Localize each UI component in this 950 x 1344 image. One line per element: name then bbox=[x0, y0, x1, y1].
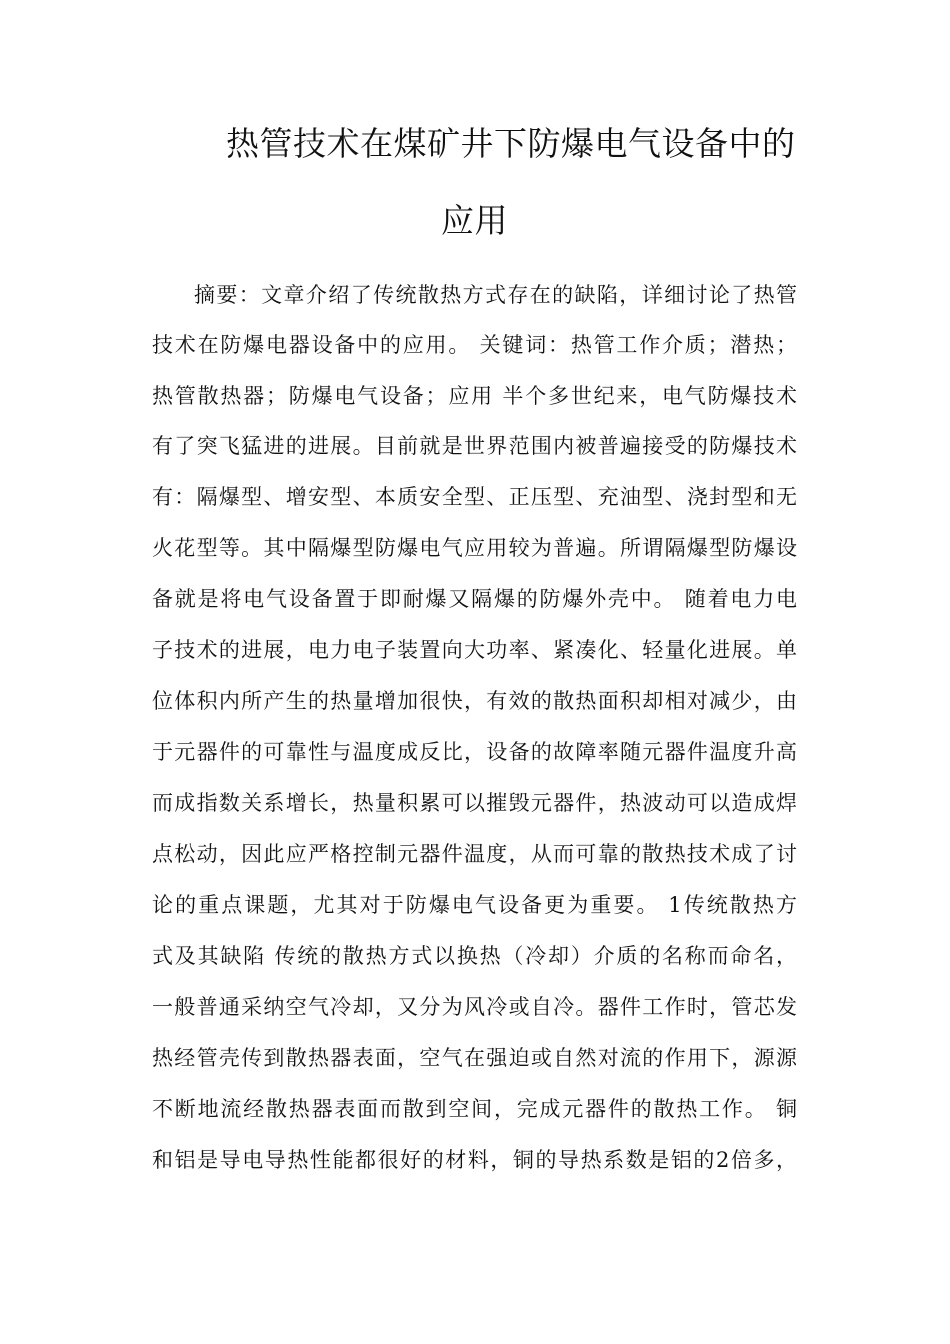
body-text-line-6: 火花型等。其中隔爆型防爆电气应用较为普遍。所谓隔爆型防爆设 bbox=[152, 536, 797, 560]
body-text-line-5: 有：隔爆型、增安型、本质安全型、正压型、充油型、浇封型和无 bbox=[152, 485, 797, 509]
body-text-line-17: 不断地流经散热器表面而散到空间，完成元器件的散热工作。 铜 bbox=[152, 1097, 797, 1121]
body-text-line-3: 热管散热器；防爆电气设备；应用 半个多世纪来，电气防爆技术 bbox=[152, 384, 797, 408]
body-text-line-16: 热经管壳传到散热器表面，空气在强迫或自然对流的作用下，源源 bbox=[152, 1046, 797, 1070]
body-text-line-10: 于元器件的可靠性与温度成反比，设备的故障率随元器件温度升高 bbox=[152, 740, 797, 764]
body-text-line-13: 论的重点课题，尤其对于防爆电气设备更为重要。 1传统散热方 bbox=[152, 893, 797, 917]
body-text-line-15: 一般普通采纳空气冷却，又分为风冷或自冷。器件工作时，管芯发 bbox=[152, 995, 797, 1019]
document-title-line-1: 热管技术在煤矿井下防爆电气设备中的 bbox=[226, 124, 796, 163]
abstract-line-1: 摘要：文章介绍了传统散热方式存在的缺陷，详细讨论了热管 bbox=[194, 283, 797, 307]
body-text-line-12: 点松动，因此应严格控制元器件温度，从而可靠的散热技术成了讨 bbox=[152, 842, 797, 866]
body-text-line-18: 和铝是导电导热性能都很好的材料，铜的导热系数是铝的2倍多， bbox=[152, 1148, 797, 1172]
body-text-line-8: 子技术的进展，电力电子装置向大功率、紧凑化、轻量化进展。单 bbox=[152, 638, 797, 662]
document-title-line-2: 应用 bbox=[441, 201, 508, 240]
body-text-line-9: 位体积内所产生的热量增加很快，有效的散热面积却相对减少，由 bbox=[152, 689, 797, 713]
body-text-line-4: 有了突飞猛进的进展。目前就是世界范围内被普遍接受的防爆技术 bbox=[152, 434, 797, 458]
body-text-line-7: 备就是将电气设备置于即耐爆又隔爆的防爆外壳中。 随着电力电 bbox=[152, 587, 797, 611]
body-text-line-14: 式及其缺陷 传统的散热方式以换热（冷却）介质的名称而命名， bbox=[152, 944, 797, 968]
body-text-line-11: 而成指数关系增长，热量积累可以摧毁元器件，热波动可以造成焊 bbox=[152, 791, 797, 815]
body-text-line-2: 技术在防爆电器设备中的应用。 关键词：热管工作介质；潜热； bbox=[152, 333, 797, 357]
